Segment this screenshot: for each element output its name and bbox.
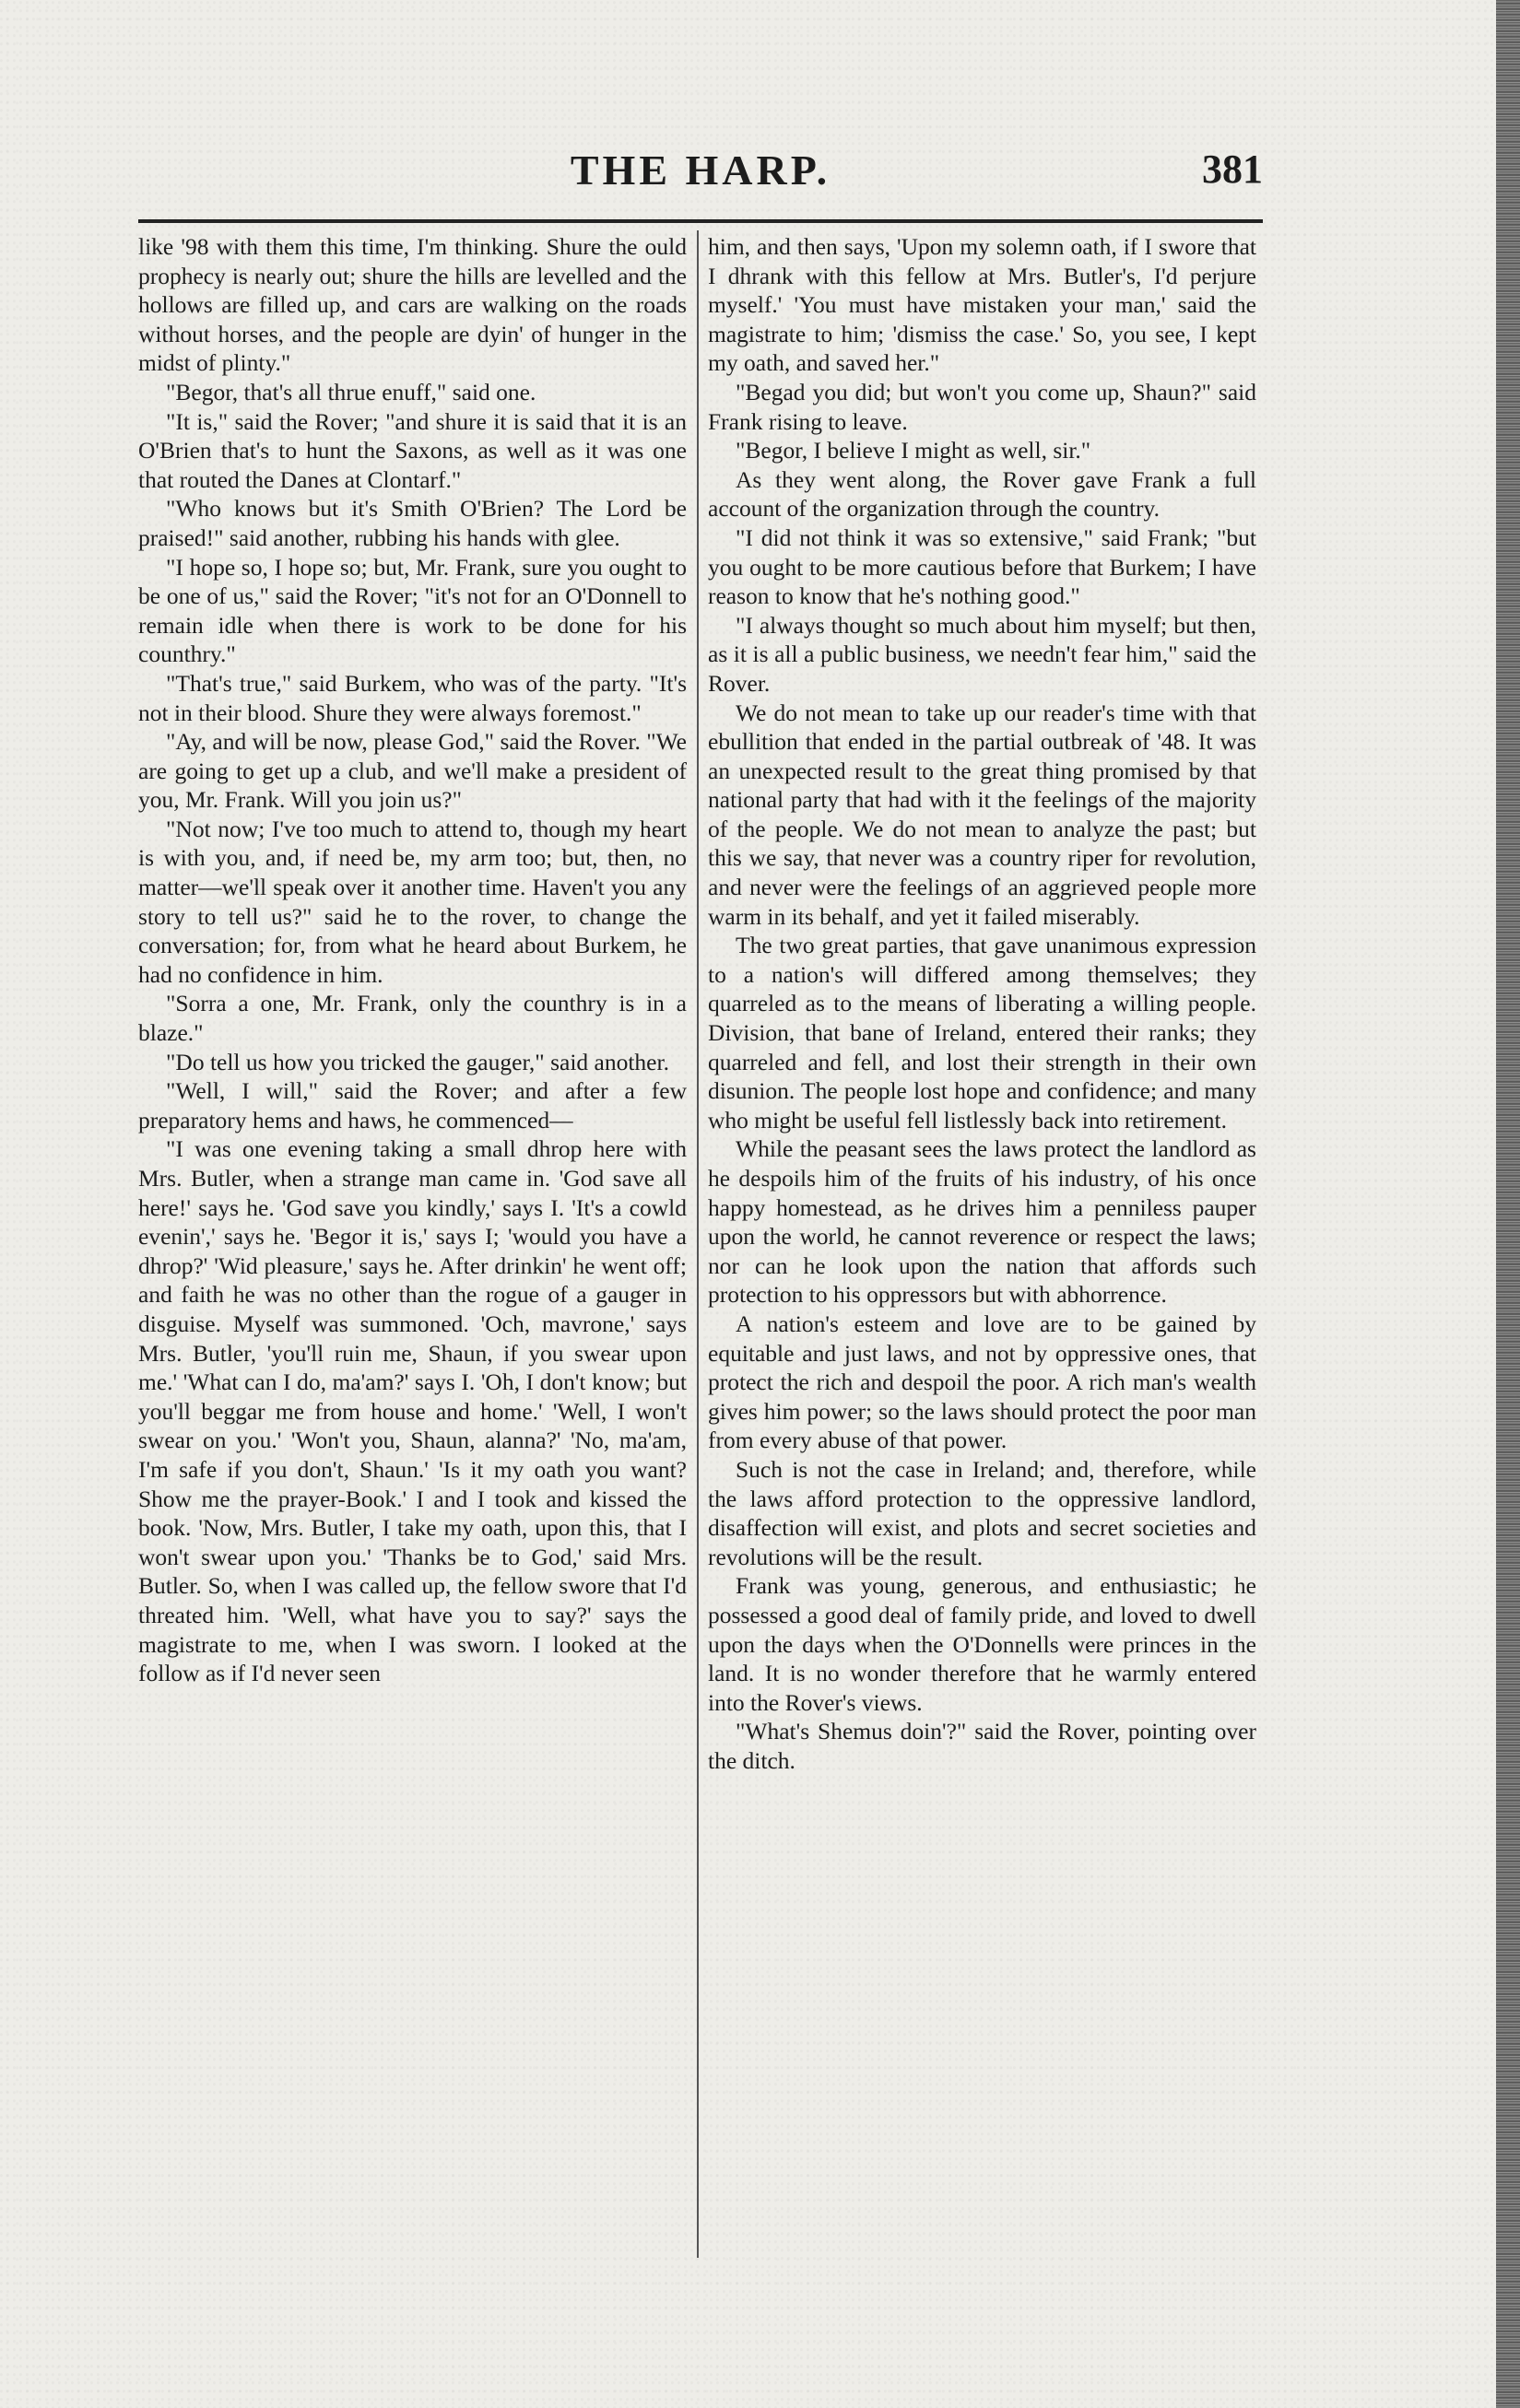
paragraph: "Sorra a one, Mr. Frank, only the counthry is in a blaze." [138, 990, 687, 1047]
page-number: 381 [1202, 147, 1263, 192]
header-rule [138, 219, 1263, 223]
paragraph: "That's true," said Burkem, who was of the party. "It's not in their blood. Shure they were always foremost." [138, 669, 687, 726]
running-title: THE HARP. [570, 147, 831, 194]
paragraph: "I hope so, I hope so; but, Mr. Frank, sure you ought to be one of us," said the Rover; "it's not for an O'Donnell to remain idle when there is work to be done for his counthry." [138, 553, 687, 668]
page-header [138, 146, 1263, 203]
paragraph: We do not mean to take up our reader's time with that ebullition that ended in the partial outbreak of '48. It was an unexpected result to the great thing promised by that national party that had with it the feelings of the majority of the people. We do not mean to analyze the past; but this we say, that never was a country riper for revolution, and never were the feelings of an aggrieved people more warm in its behalf, and yet it failed miserably. [708, 699, 1256, 930]
paragraph: "I was one evening taking a small dhrop here with Mrs. Butler, when a strange man came in. 'God save all here!' says he. 'God save you kindly,' says I. 'It's a cowld evenin',' says he. 'Begor it is,' says I; 'would you have a dhrop?' 'Wid pleasure,' says he. After drinkin' he went off; and faith he was no other than the rogue of a gauger in disguise. Myself was summoned. 'Och, mavrone,' says Mrs. Butler, 'you'll ruin me, Shaun, if you swear upon me.' 'What can I do, ma'am?' says I. 'Oh, I don't know; but you'll beggar me from house and home.' 'Well, I won't swear on you.' 'Won't you, Shaun, alanna?' 'No, ma'am, I'm safe if you don't, Shaun.' 'Is it my oath you want? Show me the prayer-Book.' I and I took and kissed the book. 'Now, Mrs. Butler, I take my oath, upon this, that I won't swear upon you.' 'Thanks be to God,' said Mrs. Butler. So, when I was called up, the fellow swore that I'd threated him. 'Well, what have you to say?' says the magistrate to me, when I was sworn. I looked at the follow as if I'd never seen [138, 1135, 687, 1687]
left-column [138, 232, 687, 2250]
paragraph: "Well, I will," said the Rover; and after a few preparatory hems and haws, he commenced— [138, 1077, 687, 1134]
column-divider [697, 230, 699, 2258]
paragraph: "Ay, and will be now, please God," said the Rover. "We are going to get up a club, and we'll make a president of you, Mr. Frank. Will you join us?" [138, 728, 687, 814]
paragraph: "I did not think it was so extensive," said Frank; "but you ought to be more cautious before that Burkem; I have reason to know that he's nothing good." [708, 523, 1256, 610]
paragraph: Such is not the case in Ireland; and, therefore, while the laws afford protection to the oppressive landlord, disaffection will exist, and plots and secret societies and revolutions will be the result. [708, 1455, 1256, 1570]
paragraph: While the peasant sees the laws protect the landlord as he despoils him of the fruits of his industry, of his once happy homestead, as he drives him a penniless pauper upon the world, he cannot reverence or respect the laws; nor can he look upon the nation that affords such protection to his oppressors but with abhorrence. [708, 1135, 1256, 1309]
paragraph: "Who knows but it's Smith O'Brien? The Lord be praised!" said another, rubbing his hands with glee. [138, 495, 687, 551]
right-column [708, 232, 1256, 2250]
paragraph: "Not now; I've too much to attend to, though my heart is with you, and, if need be, my arm too; but, then, no matter—we'll speak over it another time. Haven't you any story to tell us?" said he to the rover, to change the conversation; for, from what he heard about Burkem, he had no confidence in him. [138, 815, 687, 988]
paragraph: "Begad you did; but won't you come up, Shaun?" said Frank rising to leave. [708, 378, 1256, 435]
paragraph: like '98 with them this time, I'm thinking. Shure the ould prophecy is nearly out; shure the hills are levelled and the hollows are filled up, and cars are walking on the roads without horses, and the people are dyin' of hunger in the midst of plinty." [138, 233, 687, 377]
scan-edge [1496, 0, 1520, 2408]
paragraph: The two great parties, that gave unanimous expression to a nation's will differed among themselves; they quarreled as to the means of liberating a willing people. Division, that bane of Ireland, entered their ranks; they quarreled and fell, and lost their strength in their own disunion. The people lost hope and confidence; and many who might be useful fell listlessly back into retirement. [708, 932, 1256, 1134]
paragraph: Frank was young, generous, and enthusiastic; he possessed a good deal of family pride, and loved to dwell upon the days when the O'Donnells were princes in the land. It is no wonder therefore that he warmly entered into the Rover's views. [708, 1572, 1256, 1716]
paragraph: "Do tell us how you tricked the gauger," said another. [166, 1048, 669, 1075]
paragraph: A nation's esteem and love are to be gained by equitable and just laws, and not by oppressive ones, that protect the rich and despoil the poor. A rich man's wealth gives him power; so the laws should protect the poor man from every abuse of that power. [708, 1310, 1256, 1454]
paragraph: him, and then says, 'Upon my solemn oath, if I swore that I dhrank with this fellow at Mrs. Butler's, I'd perjure myself.' 'You must have mistaken your man,' said the magistrate to him; 'dismiss the case.' So, you see, I kept my oath, and saved her." [708, 233, 1256, 377]
paragraph: "Begor, that's all thrue enuff," said one. [166, 378, 536, 405]
paragraph: "What's Shemus doin'?" said the Rover, pointing over the ditch. [708, 1718, 1256, 1774]
paragraph: As they went along, the Rover gave Frank a full account of the organization through the country. [708, 465, 1256, 523]
paragraph: "Begor, I believe I might as well, sir." [736, 437, 1091, 464]
paragraph: "It is," said the Rover; "and shure it is said that it is an O'Brien that's to hunt the Saxons, as well as it was one that routed the Danes at Clontarf." [138, 407, 687, 493]
paragraph: "I always thought so much about him myself; but then, as it is all a public business, we needn't fear him," said the Rover. [708, 611, 1256, 697]
